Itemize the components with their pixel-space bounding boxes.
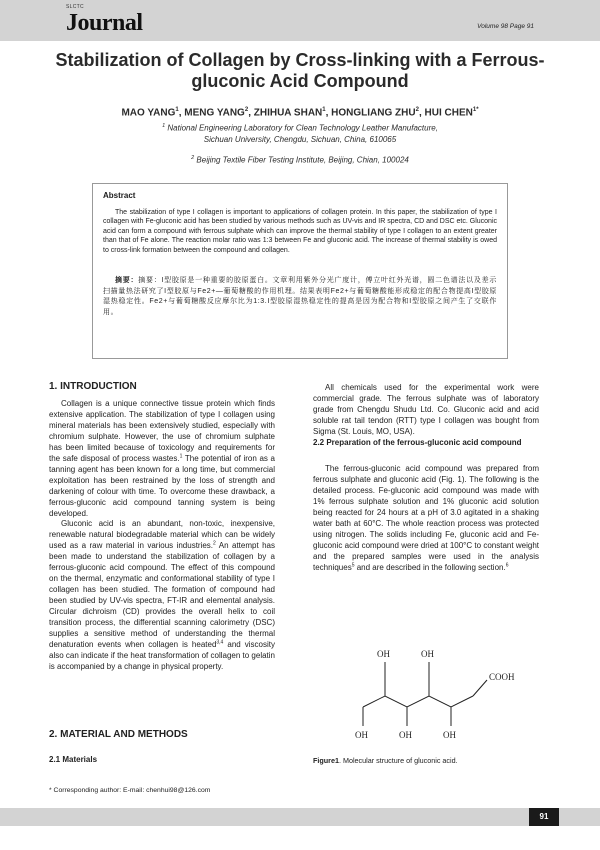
- affiliation-2-line1: Beijing Textile Fiber Testing Institute, Beijing, Chian, 100024: [196, 155, 409, 165]
- figure-caption-text: . Molecular structure of gluconic acid.: [338, 756, 458, 765]
- oh-label-3: OH: [355, 730, 368, 740]
- subsection-heading-preparation: 2.2 Preparation of the ferrous-gluconic acid compound: [313, 438, 522, 447]
- figure-caption: [313, 756, 539, 765]
- author-affil-sup: 2: [244, 107, 249, 113]
- affil-sup: 2: [191, 155, 195, 161]
- affiliation-1-line2: Sichuan University, Chengdu, Sichuan, China, 610065: [203, 134, 397, 144]
- subsection-heading-materials: 2.1 Materials: [49, 755, 98, 764]
- footer-bar: [0, 808, 529, 826]
- text-run: The potential of iron as a tanning agent has been known for a long time, but commercial exploitation has been restrained by the loss of strength and darkening of colour with time. To overcome these drawback, a ferrous-gluconic acid compound tanning system is being developed.: [49, 454, 275, 518]
- cooh-label: COOH: [489, 672, 515, 682]
- author-affil-sup: 2: [415, 107, 419, 113]
- oh-label-1: OH: [377, 649, 390, 659]
- abstract-chinese-text: 摘要：I型胶原是一种重要的胶原蛋白。文章利用紫外分光广度计，傅立叶红外光谱，圆二色谱法以及差示扫描量热法研究了I型胶原与Fe2+—葡萄糖酸的作用机理。结果表明Fe2+与葡萄糖酸能形成稳定的配合物提高I型胶原湿热稳定性。Fe2+与葡萄糖酸反应摩尔比为1:3.I型胶原湿热稳定性的提高是因为配合物和I型胶原之间产生了交联作用。: [103, 277, 497, 316]
- volume-page-label: Volume 98 Page 91: [477, 23, 534, 30]
- footer-bar-end: [559, 808, 600, 826]
- cooh-bond: [473, 680, 487, 696]
- author-list: MAO YANG$^1$, MENG YANG$^2$, ZHIHUA SHAN$^1$, HONGLIANG ZHU$^2$, HUI $CHEN^{1*}$: [121, 107, 479, 119]
- citation-sup: 2: [213, 540, 216, 547]
- section-heading-introduction: 1. INTRODUCTION: [49, 381, 137, 392]
- text-run: and viscosity also can indicate if the heat transformation of collagen to gelatin is accompanied by a change in physical property.: [49, 640, 275, 671]
- author-name: MENG YANG: [184, 107, 245, 119]
- article-title: Stabilization of Collagen by Cross-linking with a Ferrous-gluconic Acid Compound: [55, 50, 545, 91]
- carbon-chain-bond: [363, 696, 473, 707]
- oh-label-4: OH: [399, 730, 412, 740]
- journal-logo-small: SLCTC: [66, 4, 84, 10]
- journal-logo: Journal: [66, 10, 143, 36]
- section-heading-methods: 2. MATERIAL AND METHODS: [49, 729, 188, 740]
- header-bar: [0, 0, 600, 41]
- materials-paragraph: All chemicals used for the experimental work were commercial grade. The ferrous sulphate was of laboratory grade from Chengdu Shudu Ltd. Co. Gluconic acid and acid soluble rat tail tendon (RTT) type I collagen was bought from Sigma (St. Louis, MO, USA).: [313, 383, 539, 436]
- author-affil-sup: 1: [175, 107, 179, 113]
- oh-label-2: OH: [421, 649, 434, 659]
- text-run: and are described in the following section.: [354, 563, 506, 572]
- affil-sup: 1: [162, 123, 166, 129]
- citation-sup: 1: [179, 453, 183, 460]
- intro-paragraph-1: [49, 398, 275, 519]
- citation-sup: 3,4: [216, 639, 224, 646]
- text-run: Collagen is a unique connective tissue protein which finds extensive application. The stabilization of type I collagen using mineral materials has been extensively studied, especially with chromium sulphate. However, the use of chromium sulphate has been limited because of toxicology and requirements for the safe disposal of process wastes.: [49, 399, 275, 463]
- citation-sup: 6: [505, 562, 509, 569]
- author-name: MAO YANG: [121, 107, 176, 119]
- corresponding-author-note: * Corresponding author: E-mail: chenhui98@126.com: [49, 787, 211, 794]
- oh-label-5: OH: [443, 730, 456, 740]
- author-name: HUI CHEN: [424, 107, 473, 119]
- gluconic-acid-structure-diagram: [313, 640, 539, 750]
- text-run: Gluconic acid is an abundant, non-toxic, inexpensive, renewable natural biodegradable material which can be widely used as a raw material in various industries.: [49, 519, 275, 550]
- preparation-paragraph: [313, 463, 539, 573]
- abstract-chinese: [103, 276, 497, 318]
- abstract-box: [92, 183, 508, 359]
- abstract-chinese-label: 摘要：: [115, 277, 139, 284]
- abstract-english: The stabilization of type I collagen is important to applications of collagen protein. In this paper, the stabilization of type I collagen with Fe-gluconic acid has been studied by various methods such as UV-vis and IR spectra, CD and DSC etc. Gluconic acid can form a compound with ferrous sulphate which can improve the thermal stability of type I collagen to an extent greater than that of Fe alone. The reaction molar ratio was 1:3 between Fe and gluconic acid. The increase of thermal stability is owed to cross-link formation between the compound and collagen.: [103, 209, 497, 254]
- abstract-heading: Abstract: [103, 191, 136, 200]
- figure-caption-label: Figure1: [313, 756, 339, 765]
- citation-sup: 5: [351, 562, 355, 569]
- affiliation-2: [40, 153, 560, 166]
- text-run: An attempt has been made to understand the stabilization of collagen by a ferrous-gluconic acid compound. The effect of this compound on the thermal, enzymatic and conformational stability of type I collagen has been studied. The formation of compound had been studied by UV-vis spectra, FT-IR and elemental analysis. Circular dichroism (CD) provides the overall helix to coil transition process, the differential scanning calorimetry (DSC) supplies a sensitive method of understanding the thermal denaturation events when collagen is heated: [49, 541, 276, 649]
- intro-paragraph-2: [49, 518, 275, 672]
- text-run: The ferrous-gluconic acid compound was prepared from ferrous sulphate and gluconic acid (Fig. 1). The following is the detailed process. Fe-gluconic acid compound was made with 1% ferrous sulphate solution and 1% gluconic acid solution being reacted for 24 hours at a pH of 3.0 agitated in a shaking water bath at 60°C. The whole reaction process was protected using nitrogen. The solids including Fe, gluconic acid and Fe-gluconic acid compound were dried at 100°C to constant weight and the prepared samples were used in the analysis techniques: [313, 464, 539, 572]
- affiliation-1: [40, 121, 560, 145]
- author-affil-sup: 1: [322, 107, 326, 113]
- author-name: HONGLIANG ZHU: [331, 107, 416, 119]
- author-affil-sup: 1*: [472, 107, 479, 113]
- author-name: ZHIHUA SHAN: [253, 107, 323, 119]
- page-number: 91: [529, 808, 559, 826]
- affiliation-1-line1: National Engineering Laboratory for Clean Technology Leather Manufacture,: [167, 123, 438, 133]
